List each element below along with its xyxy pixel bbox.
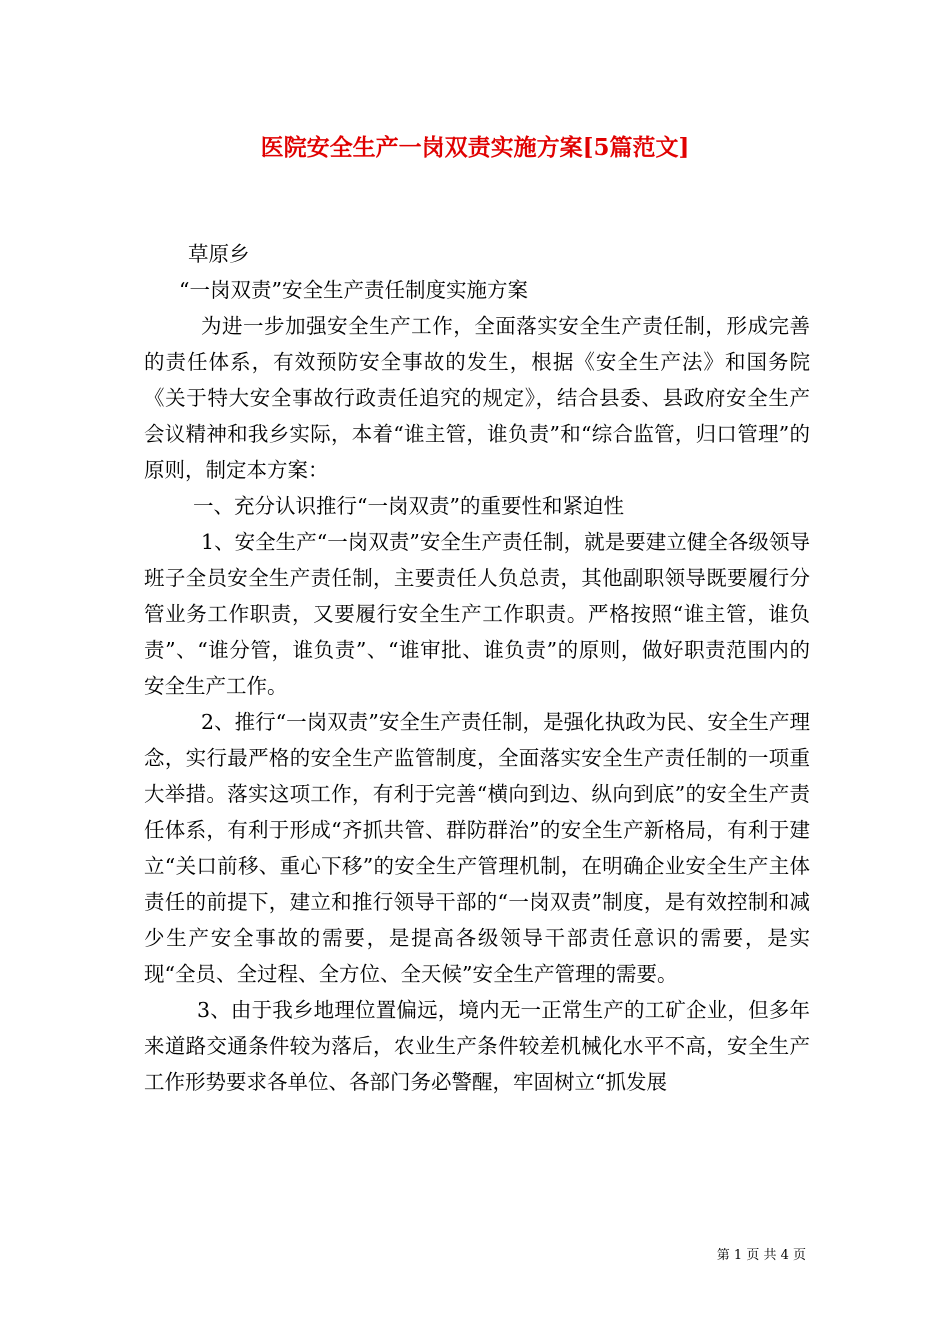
page-number: 第 1 页 共 4 页	[716, 1248, 806, 1263]
body-paragraph-2: 2、推行“一岗双责”安全生产责任制，是强化执政为民、安全生产理念，实行最严格的安全生产监管制度，全面落实安全生产责任制的一项重大举措。落实这项工作，有利于完善“横向到边、纵向到底”的安全生产责任体系，有利于形成“齐抓共管、群防群治”的安全生产新格局，有利于建立“关口前移、重心下移”的安全生产管理机制，在明确企业安全生产主体责任的前提下，建立和推行领导干部的“一岗双责”制度，是有效控制和减少生产安全事故的需要，是提高各级领导干部责任意识的需要，是实现“全员、全过程、全方位、全天候”安全生产管理的需要。	[144, 710, 810, 986]
section-heading: 一、充分认识推行“一岗双责”的重要性和紧迫性	[193, 494, 624, 518]
document-subtitle: “一岗双责”安全生产责任制度实施方案	[179, 278, 528, 302]
body-paragraph-3: 3、由于我乡地理位置偏远，境内无一正常生产的工矿企业，但多年来道路交通条件较为落后，农业生产条件较差机械化水平不高，安全生产工作形势要求各单位、各部门务必警醒，牢固树立“抓发展	[144, 998, 810, 1094]
intro-paragraph: 为进一步加强安全生产工作，全面落实安全生产责任制，形成完善的责任体系，有效预防安全事故的发生，根据《安全生产法》和国务院《关于特大安全事故行政责任追究的规定》，结合县委、县政府安全生产会议精神和我乡实际，本着“谁主管，谁负责”和“综合监管，归口管理”的原则，制定本方案：	[144, 314, 810, 482]
body-paragraph-1: 1、安全生产“一岗双责”安全生产责任制，就是要建立健全各级领导班子全员安全生产责任制，主要责任人负总责，其他副职领导既要履行分管业务工作职责，又要履行安全生产工作职责。严格按照“谁主管，谁负责”、“谁分管，谁负责”、“谁审批、谁负责”的原则，做好职责范围内的安全生产工作。	[144, 530, 810, 698]
organization-name: 草原乡	[188, 242, 250, 266]
page-title: 医院安全生产一岗双责实施方案[5篇范文]	[260, 134, 690, 161]
document-body	[144, 236, 810, 1100]
